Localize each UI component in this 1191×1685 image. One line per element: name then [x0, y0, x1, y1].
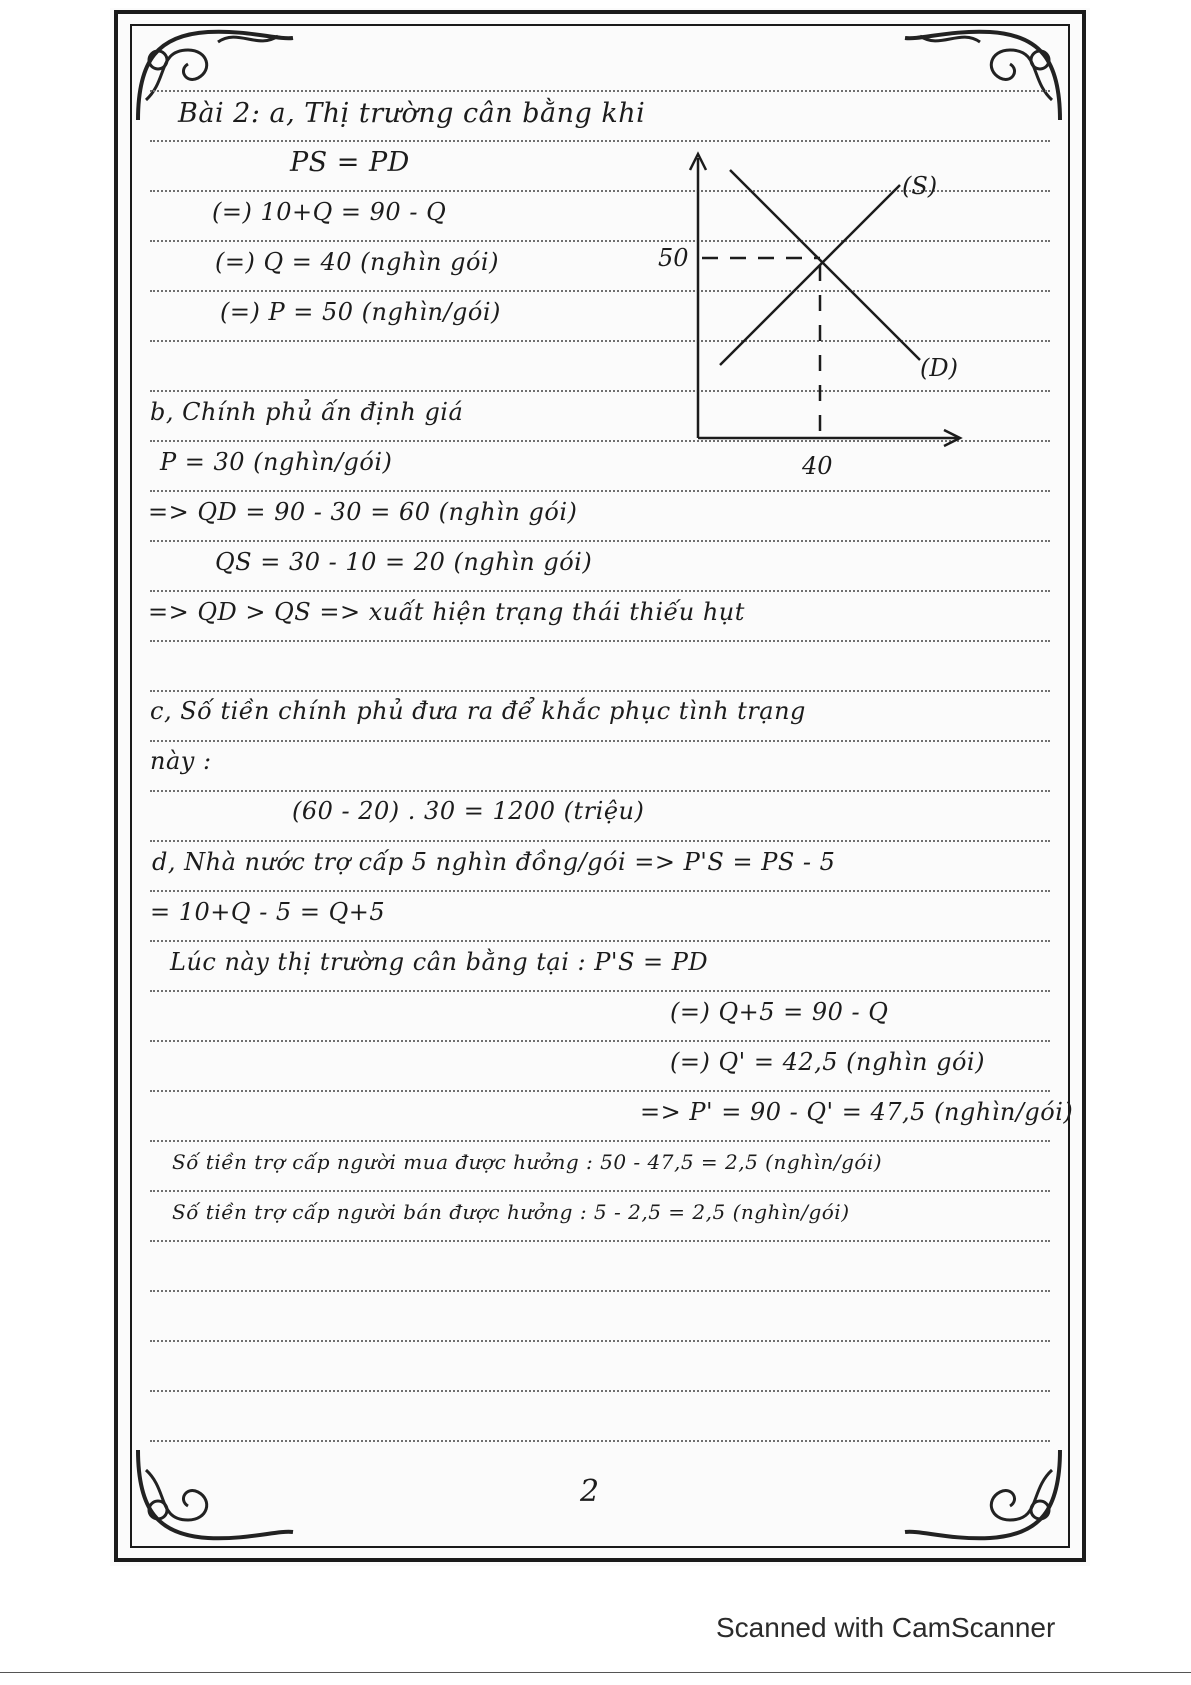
text-line: này : [150, 747, 212, 775]
text-line: (60 - 20) . 30 = 1200 (triệu) [292, 797, 645, 825]
text-line: QS = 30 - 10 = 20 (nghìn gói) [215, 548, 593, 576]
text-line: c, Số tiền chính phủ đưa ra để khắc phục tình trạng [150, 697, 806, 725]
supply-demand-graph [640, 150, 980, 480]
text-line: P = 30 (nghìn/gói) [160, 448, 393, 476]
text-line: Bài 2: a, Thị trường cân bằng khi [178, 98, 646, 129]
text-line: Số tiền trợ cấp người bán được hưởng : 5 - 2,5 = 2,5 (nghìn/gói) [172, 1200, 850, 1224]
text-line: PS = PD [290, 147, 410, 178]
text-line: => P' = 90 - Q' = 47,5 (nghìn/gói) [640, 1098, 1074, 1126]
text-line: (=) 10+Q = 90 - Q [212, 198, 447, 226]
supply-label: (S) [902, 172, 938, 200]
text-line: (=) Q = 40 (nghìn gói) [215, 248, 499, 276]
text-line: (=) Q' = 42,5 (nghìn gói) [670, 1048, 985, 1076]
demand-label: (D) [920, 354, 958, 382]
camscanner-watermark: Scanned with CamScanner [716, 1612, 1056, 1643]
page-number: 2 [580, 1474, 600, 1509]
quantity-label: 40 [802, 452, 833, 480]
demand-curve [730, 170, 920, 360]
text-line: Lúc này thị trường cân bằng tại : P'S = PD [170, 948, 709, 976]
text-line: (=) Q+5 = 90 - Q [670, 998, 889, 1026]
text-line: = 10+Q - 5 = Q+5 [150, 898, 386, 926]
price-label: 50 [658, 244, 689, 272]
text-line: b, Chính phủ ấn định giá [150, 398, 464, 426]
text-line: d, Nhà nước trợ cấp 5 nghìn đồng/gói => P'S = PS - 5 [152, 848, 836, 876]
supply-curve [720, 185, 900, 365]
text-line: (=) P = 50 (nghìn/gói) [220, 298, 501, 326]
text-line: Số tiền trợ cấp người mua được hưởng : 50 - 47,5 = 2,5 (nghìn/gói) [172, 1150, 883, 1174]
bottom-divider [0, 1672, 1191, 1673]
text-line: => QD = 90 - 30 = 60 (nghìn gói) [148, 498, 578, 526]
text-line: => QD > QS => xuất hiện trạng thái thiếu hụt [148, 598, 745, 626]
